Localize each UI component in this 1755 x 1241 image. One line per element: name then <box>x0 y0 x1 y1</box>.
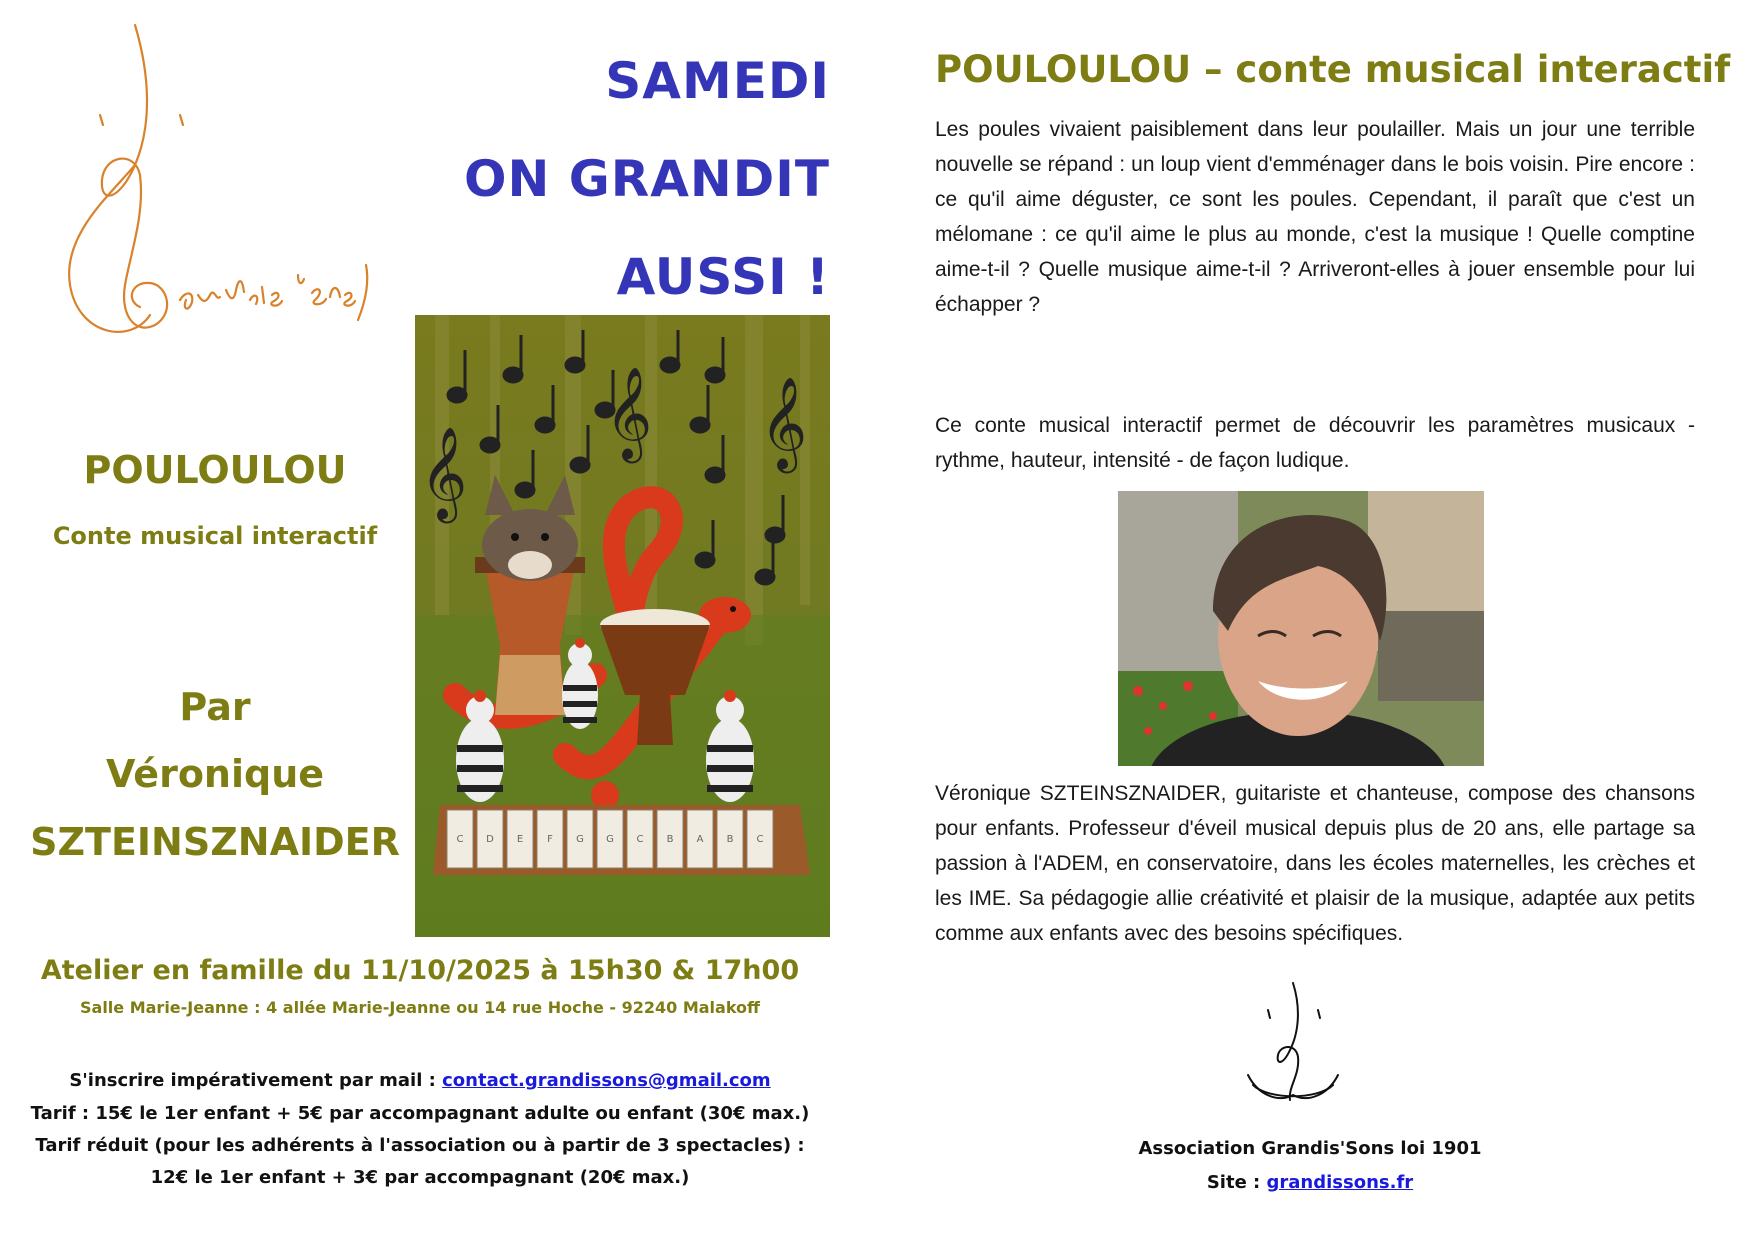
headline-line-2: ON GRANDIT <box>463 150 830 208</box>
tarif-reduit-line-1: Tarif réduit (pour les adhérents à l'association ou à partir de 3 spectacles) : <box>35 1135 805 1156</box>
show-title: POULOULOU <box>83 448 347 492</box>
by-label: Par <box>179 685 251 729</box>
headline-line-3: AUSSI ! <box>616 248 830 306</box>
performer-first-name: Véronique <box>105 752 325 796</box>
performer-last-name: SZTEINSZNAIDER <box>30 820 400 864</box>
headline-line-1: SAMEDI <box>605 52 830 110</box>
tarif-line: Tarif : 15€ le 1er enfant + 5€ par accompagnant adulte ou enfant (30€ max.) <box>30 1103 810 1124</box>
story-paragraph: Les poules vivaient paisiblement dans leur poulailler. Mais un jour une terrible nouvelle se répand : un loup vient d'emménager dans le bois voisin. Pire encore : ce qu'il aime déguster, ce sont les poules. Cependant, il paraît que c'est un mélomane : ce qu'il aime le plus au monde, c'est la musique ! Quelle comptine aime-t-il ? Quelle musique aime-t-il ? Arriveront-elles à jouer ensemble pour lui échapper ? <box>935 118 1695 316</box>
right-title: POULOULOU – conte musical interactif <box>935 48 1731 91</box>
event-venue: Salle Marie-Jeanne : 4 allée Marie-Jeanne ou 14 rue Hoche - 92240 Malakoff <box>80 998 760 1017</box>
xylophone-key-label: G <box>606 834 614 845</box>
svg-text:𝄞: 𝄞 <box>605 366 653 459</box>
bio-paragraph: Véronique SZTEINSZNAIDER, guitariste et chanteuse, compose des chansons pour enfants. Professeur d'éveil musical depuis plus de 20 ans, elle partage sa passion à l'ADEM, en conservatoire, dans les écoles maternelles, les crèches et les IME. Sa pédagogie allie créativité et plaisir de la musique, adaptée aux petits comme aux enfants avec des besoins spécifiques. <box>935 782 1695 945</box>
xylophone-key-label: G <box>576 834 584 845</box>
xylophone-key-label: E <box>516 834 524 845</box>
description-paragraph: Ce conte musical interactif permet de découvrir les paramètres musicaux - rythme, hauteur, intensité - de façon ludique. <box>935 414 1695 472</box>
association-name: Association Grandis'Sons loi 1901 <box>1138 1138 1482 1159</box>
site-label: Site : <box>1206 1172 1267 1193</box>
site-link[interactable]: grandissons.fr <box>1266 1172 1414 1193</box>
svg-text:𝄞: 𝄞 <box>420 426 468 519</box>
event-date: Atelier en famille du 11/10/2025 à 15h30 & 17h00 <box>40 955 800 986</box>
grandis-sons-logo <box>40 15 400 385</box>
svg-text:𝄞: 𝄞 <box>760 376 808 469</box>
xylophone-key-label: B <box>666 834 674 845</box>
xylophone-key-label: A <box>696 834 704 845</box>
xylophone-key-label: C <box>636 834 644 845</box>
small-logo <box>1238 975 1348 1115</box>
site-line <box>1060 1172 1560 1193</box>
performer-photo <box>1118 491 1484 766</box>
xylophone-key-label: B <box>726 834 734 845</box>
xylophone-key-label: C <box>456 834 464 845</box>
xylophone-key-label: F <box>547 834 553 845</box>
show-subtitle: Conte musical interactif <box>52 522 378 550</box>
signup-label: S'inscrire impérativement par mail : <box>69 1070 443 1091</box>
xylophone-key-label: C <box>756 834 764 845</box>
poster-illustration <box>415 315 830 937</box>
signup-line <box>30 1070 810 1091</box>
email-link[interactable]: contact.grandissons@gmail.com <box>442 1070 771 1091</box>
xylophone-key-label: D <box>486 834 494 845</box>
tarif-reduit-line-2: 12€ le 1er enfant + 3€ par accompagnant (20€ max.) <box>150 1167 690 1188</box>
